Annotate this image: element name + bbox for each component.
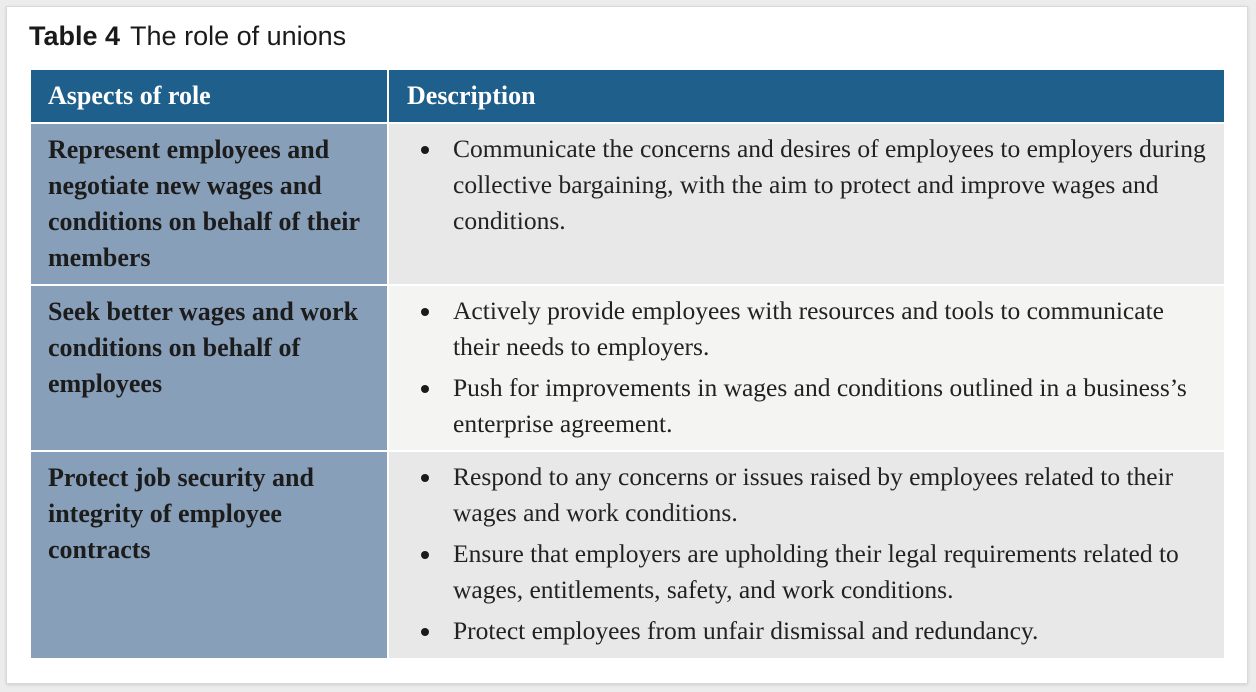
description-cell [389,124,1224,284]
table-header-row [31,70,1224,124]
description-cell [389,286,1224,450]
description-list [389,131,1214,239]
description-bullet: Push for improvements in wages and conditions outlined in a business’s enterprise agreement. [389,370,1214,442]
header-description: Description [389,70,1224,122]
description-cell [389,452,1224,658]
table-row [31,286,1224,452]
description-bullet: Actively provide employees with resources and tools to communicate their needs to employers. [389,293,1214,365]
aspect-cell: Protect job security and integrity of employee contracts [31,452,389,658]
table-row [31,452,1224,658]
description-bullet: Protect employees from unfair dismissal and redundancy. [389,613,1214,649]
description-bullet: Respond to any concerns or issues raised by employees related to their wages and work conditions. [389,459,1214,531]
table-card [6,6,1248,684]
header-aspects-of-role: Aspects of role [31,70,389,122]
table-row [31,124,1224,286]
aspect-cell: Represent employees and negotiate new wages and conditions on behalf of their members [31,124,389,284]
description-bullet: Communicate the concerns and desires of employees to employers during collective bargaining, with the aim to protect and improve wages and conditions. [389,131,1214,239]
description-bullet: Ensure that employers are upholding their legal requirements related to wages, entitlements, safety, and work conditions. [389,536,1214,608]
description-list [389,293,1214,442]
table-number: Table 4 [29,21,121,51]
description-list [389,459,1214,649]
unions-table [31,70,1224,658]
aspect-cell: Seek better wages and work conditions on behalf of employees [31,286,389,450]
table-title: The role of unions [130,21,347,51]
table-caption [29,21,346,52]
